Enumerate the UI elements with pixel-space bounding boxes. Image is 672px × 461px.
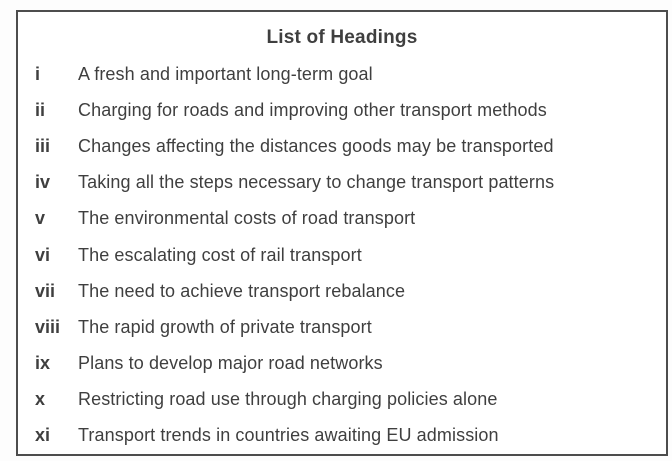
heading-numeral: vi [35,244,51,265]
heading-text: The rapid growth of private transport [78,316,372,337]
box-title: List of Headings [266,27,418,48]
heading-text: Restricting road use through charging policies alone [78,389,498,410]
heading-text: Plans to develop major road networks [78,353,383,374]
heading-item-ii [35,92,656,128]
heading-numeral: viii [35,316,61,337]
heading-item-iii [35,128,656,164]
list-of-headings-box [16,10,668,456]
heading-numeral: v [35,208,46,229]
heading-item-i [35,56,656,92]
heading-item-iv [35,165,656,201]
heading-item-v [35,201,656,237]
heading-numeral: ii [35,99,46,120]
heading-numeral: vii [35,280,56,301]
heading-text: A fresh and important long-term goal [78,63,373,84]
heading-text: Taking all the steps necessary to change transport patterns [78,172,555,193]
headings-list [18,56,666,454]
heading-text: The environmental costs of road transport [78,208,416,229]
heading-item-ix [35,346,656,382]
heading-numeral: x [35,389,46,410]
heading-text: The need to achieve transport rebalance [78,280,406,301]
heading-numeral: iii [35,135,51,156]
heading-text: Transport trends in countries awaiting EU admission [78,425,499,446]
heading-numeral: i [35,63,41,84]
heading-item-x [35,382,656,418]
heading-item-vi [35,237,656,273]
heading-item-viii [35,309,656,345]
heading-item-xi [35,418,656,454]
heading-numeral: iv [35,172,51,193]
heading-text: Charging for roads and improving other transport methods [78,99,547,120]
heading-numeral: ix [35,353,51,374]
heading-text: Changes affecting the distances goods may be transported [78,135,554,156]
heading-numeral: xi [35,425,51,446]
heading-item-vii [35,273,656,309]
heading-text: The escalating cost of rail transport [78,244,362,265]
